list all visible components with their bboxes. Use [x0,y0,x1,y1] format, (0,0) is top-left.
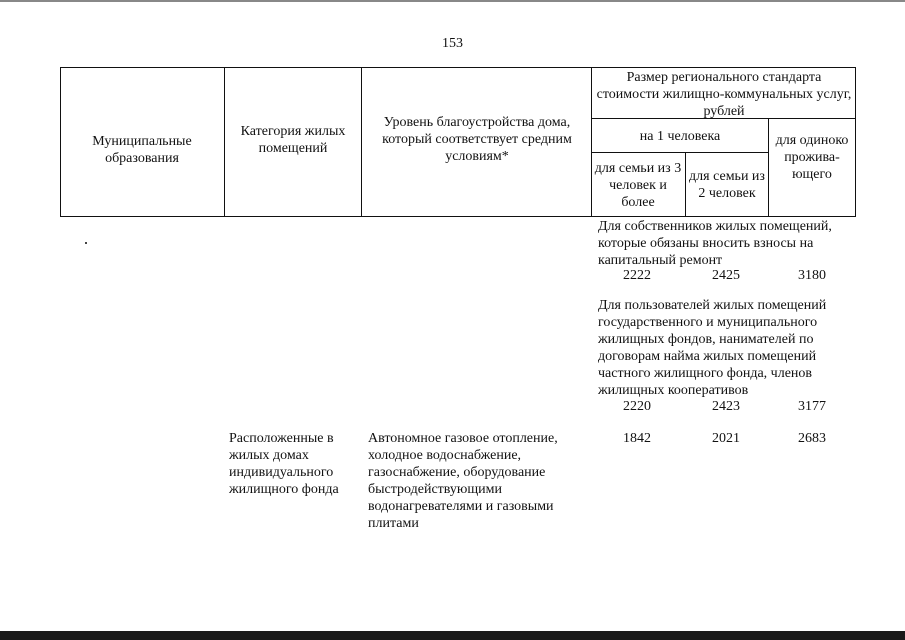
bottom-border [0,631,905,640]
value-owners-family2: 2425 [712,268,740,283]
value-users-family3: 2220 [623,399,651,414]
row-category: Расположенные в жилых домах индивидуального жилищного фонда [229,431,339,497]
header-standard-size: Размер регионального стандарта стоимости жилищно-коммунальных услуг, рублей [596,69,852,119]
value-row-family2: 2021 [712,431,740,446]
header-category: Категория жилых помещений [240,124,346,156]
header-single-resident: для одиноко прожива-ющего [775,132,849,182]
value-owners-single: 3180 [798,268,826,283]
value-row-family3: 1842 [623,431,651,446]
header-amenity-level: Уровень благоустройства дома, который соответствует средним условиям* [382,114,572,164]
row-amenities: Автономное газовое отопление, холодное водоснабжение, газоснабжение, оборудование быстродействующими водонагревателями и газовыми плитами [368,431,558,531]
header-per-person: на 1 человека [639,128,721,144]
page-number: 153 [442,36,463,51]
section-users-title: Для пользователей жилых помещений государственного и муниципального жилищных фондов, нанимателей по договорам найма жилых помещений частного жилищного фонда, членов жилищных кооперативов [598,298,827,398]
header-family-2: для семьи из 2 человек [689,169,765,201]
top-border [0,0,905,2]
section-owners-title: Для собственников жилых помещений, которые обязаны вносить взносы на капитальный ремонт [598,219,832,268]
value-owners-family3: 2222 [623,268,651,283]
value-users-family2: 2423 [712,399,740,414]
value-row-single: 2683 [798,431,826,446]
header-family-3: для семьи из 3 человек и более [594,160,682,210]
stray-mark [85,242,87,244]
header-municipalities: Муниципальные образования [92,134,192,166]
value-users-single: 3177 [798,399,826,414]
